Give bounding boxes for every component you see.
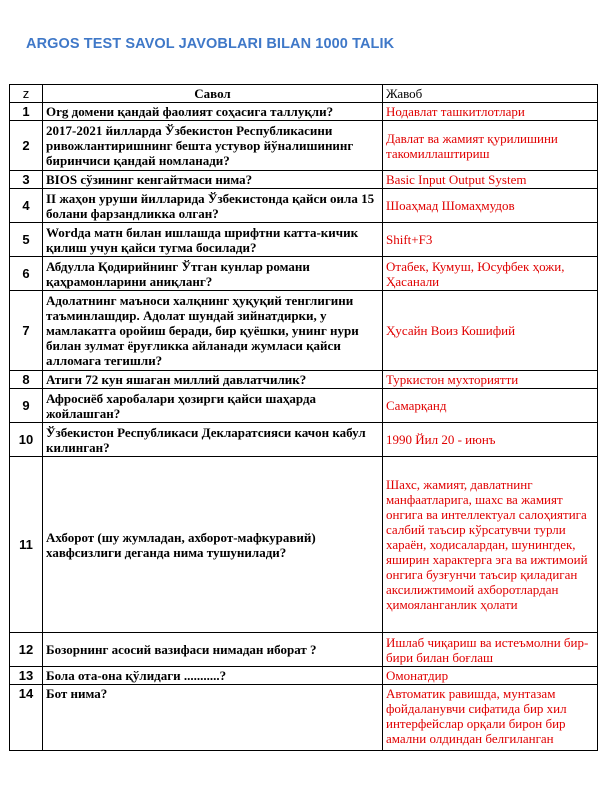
question-cell: Ўзбекистон Республикаси Декларатсияси качон кабул килинган?	[43, 423, 383, 457]
table-row	[10, 685, 598, 751]
table-row	[10, 223, 598, 257]
question-cell: Ахборот (шу жумладан, ахборот-мафкуравий) хавфсизлиги деганда нима тушунилади?	[43, 457, 383, 633]
question-cell: Wordда матн билан ишлашда шрифтни катта-кичик қилиш учун қайси тугма босилади?	[43, 223, 383, 257]
table-row	[10, 189, 598, 223]
row-number: 5	[10, 223, 43, 257]
answer-cell: Давлат ва жамият қурилишини такомиллаштириш	[383, 121, 598, 171]
row-number: 13	[10, 667, 43, 685]
header-question: Савол	[43, 85, 383, 103]
header-answer: Жавоб	[383, 85, 598, 103]
question-cell: II жаҳон уруши йилларида Ўзбекистонда қайси оила 15 болани фарзандликка олган?	[43, 189, 383, 223]
answer-cell: Нодавлат ташкитлотлари	[383, 103, 598, 121]
row-number: 9	[10, 389, 43, 423]
table-row	[10, 171, 598, 189]
answer-cell: Самарқанд	[383, 389, 598, 423]
table-row	[10, 667, 598, 685]
table-row	[10, 423, 598, 457]
question-cell: 2017-2021 йилларда Ўзбекистон Республикасини ривожлантиришнинг бешта устувор йўналишининг биринчиси қандай номланади?	[43, 121, 383, 171]
question-cell: Абдулла Қодирийнинг Ўтган кунлар романи қаҳрамонларини аниқланг?	[43, 257, 383, 291]
question-cell: Адолатнинг маъноси халқнинг ҳуқуқий тенглигини таъминлашдир. Адолат шундай зийнатдирки, у мамлакатга оройиш беради, бир қуёшки, унинг нури билан зулмат ёруғликка айланади жумласи қайси алломага тегишли?	[43, 291, 383, 371]
table-row	[10, 371, 598, 389]
question-cell: Атиги 72 кун яшаган миллий давлатчилик?	[43, 371, 383, 389]
answer-cell: Отабек, Кумуш, Юсуфбек ҳожи, Ҳасанали	[383, 257, 598, 291]
page-title: ARGOS TEST SAVOL JAVOBLARI BILAN 1000 TALIK	[26, 36, 395, 52]
table-row	[10, 389, 598, 423]
row-number: 11	[10, 457, 43, 633]
answer-cell: 1990 Йил 20 - июнъ	[383, 423, 598, 457]
row-number: 10	[10, 423, 43, 457]
table-row	[10, 257, 598, 291]
row-number: 1	[10, 103, 43, 121]
table-row	[10, 457, 598, 633]
table-row	[10, 633, 598, 667]
answer-cell: Ҳусайн Воиз Кошифий	[383, 291, 598, 371]
answer-cell: Basic Input Output System	[383, 171, 598, 189]
row-number: 6	[10, 257, 43, 291]
question-cell: Афросиёб харобалари ҳозирги қайси шаҳарда жойлашган?	[43, 389, 383, 423]
table-row	[10, 103, 598, 121]
header-row	[10, 85, 598, 103]
answer-cell: Ишлаб чиқариш ва истеъмолни бир-бири билан боғлаш	[383, 633, 598, 667]
answer-cell: Автоматик равишда, мунтазам фойдаланувчи сифатида бир хил интерфейслар орқали бирон бир амални олдиндан белгиланган	[383, 685, 598, 751]
answer-cell: Шоаҳмад Шомаҳмудов	[383, 189, 598, 223]
answer-cell: Туркистон мухториятти	[383, 371, 598, 389]
table-row	[10, 121, 598, 171]
row-number: 2	[10, 121, 43, 171]
question-cell: Бола ота-она қўлидаги ...........?	[43, 667, 383, 685]
row-number: 8	[10, 371, 43, 389]
row-number: 12	[10, 633, 43, 667]
row-number: 7	[10, 291, 43, 371]
answer-cell: Омонатдир	[383, 667, 598, 685]
answer-cell: Шахс, жамият, давлатнинг манфаатларига, шахс ва жамият онгига ва интеллектуал салоҳиятига салбий таъсир кўрсатувчи турли хараён, ходисалардан, шунингдек, яширин характерга эга ва ижтимоий онгига бузғунчи таъсир қиладиган аксилижтимоий ахборотлардан ҳимояланганлик ҳолати	[383, 457, 598, 633]
header-num: z	[10, 85, 43, 103]
question-cell: Бот нима?	[43, 685, 383, 751]
answer-cell: Shift+F3	[383, 223, 598, 257]
row-number: 4	[10, 189, 43, 223]
table-row	[10, 291, 598, 371]
row-number: 14	[10, 685, 43, 751]
qa-table	[9, 84, 598, 751]
question-cell: Бозорнинг асосий вазифаси нимадан иборат ?	[43, 633, 383, 667]
question-cell: Org домени қандай фаолият соҳасига таллуқли?	[43, 103, 383, 121]
row-number: 3	[10, 171, 43, 189]
question-cell: BIOS сўзининг кенгайтмаси нима?	[43, 171, 383, 189]
